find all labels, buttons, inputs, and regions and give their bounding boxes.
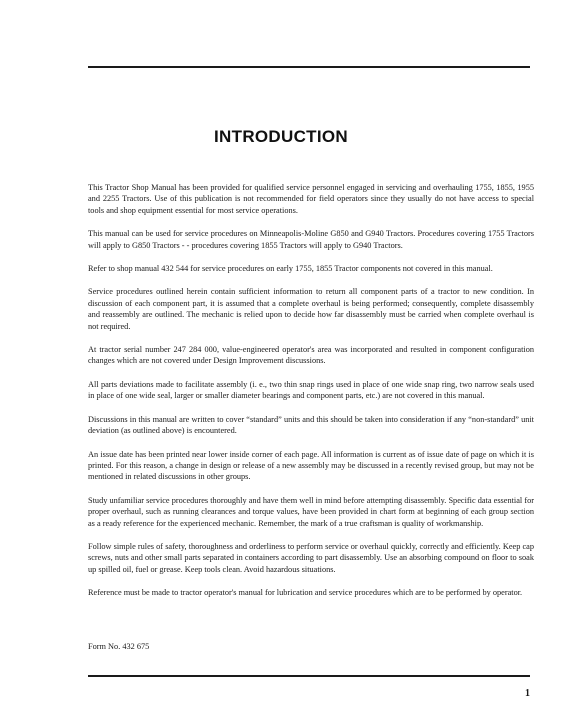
paragraph-service-procedures: Service procedures outlined herein contain sufficient information to return all component parts of a tractor to new condition. In discussion of each component part, it is assumed that a complete overhaul is being performed; consequently, complete disassembly and reassembly are outlined. The mechanic is relied upon to decide how far disassembly must be carried when complete overhaul is not required. bbox=[88, 287, 534, 331]
paragraph-minneapolis-moline: This manual can be used for service procedures on Minneapolis-Moline G850 and G940 Tractors. Procedures covering 1755 Tractors will apply to G850 Tractors - - procedures covering 1855 Tractors will apply to G940 Tractors. bbox=[88, 229, 534, 250]
top-rule bbox=[88, 66, 530, 68]
bottom-rule bbox=[88, 675, 530, 677]
paragraph-standard-units: Discussions in this manual are written to cover “standard” units and this should be taken into consideration if any “non-standard” unit deviation (as outlined above) is encountered. bbox=[88, 414, 534, 436]
paragraph-study-procedures: Study unfamiliar service procedures thoroughly and have them well in mind before attempting disassembly. Specific data essential for proper overhaul, such as running clearances and torque values, have been provided in chart form at beginning of each group section as a ready reference for the experienced mechanic. Remember, the mark of a true craftsman is quality of workmanship. bbox=[88, 495, 534, 528]
paragraph-serial-number: At tractor serial number 247 284 000, value-engineered operator's area was incorporated and resulted in component configuration changes which are not covered under Design Improvement discussions. bbox=[88, 345, 534, 366]
paragraph-issue-date: An issue date has been printed near lower inside corner of each page. All information is current as of issue date of page on which it is printed. For this reason, a change in design or release of a new assembly may be discussed in a recently revised group, but may not be mentioned in related discussions in other groups. bbox=[88, 449, 534, 482]
paragraph-intended-audience: This Tractor Shop Manual has been provided for qualified service personnel engaged in servicing and overhauling 1755, 1855, 1955 and 2255 Tractors. Use of this publication is not recommended for field operators since they usually do not have access to special tools and shop equipment essential for most service operations. bbox=[88, 183, 534, 215]
introduction-body bbox=[88, 182, 534, 611]
paragraph-refer-shop-manual: Refer to shop manual 432 544 for service procedures on early 1755, 1855 Tractor components not covered in this manual. bbox=[88, 264, 493, 274]
page-number: 1 bbox=[525, 688, 530, 699]
paragraph-safety-rules: Follow simple rules of safety, thoroughness and orderliness to perform service or overhaul quickly, correctly and efficiently. Keep cap screws, nuts and other small parts separated in containers according to part disassembly. Use an absorbing compound on floor to soak up spilled oil, fuel or grease. Keep tools clean. Avoid hazardous situations. bbox=[88, 541, 534, 574]
form-number: Form No. 432 675 bbox=[88, 642, 150, 651]
page-title: INTRODUCTION bbox=[214, 127, 348, 147]
paragraph-parts-deviations: All parts deviations made to facilitate assembly (i. e., two thin snap rings used in place of one wide snap ring, two narrow seals used in place of one wide seal, larger or smaller diameter bearings and component parts, etc.) are not covered in this manual. bbox=[88, 379, 534, 401]
paragraph-operator-manual: Reference must be made to tractor operator's manual for lubrication and service procedures which are to be performed by operator. bbox=[88, 588, 523, 598]
